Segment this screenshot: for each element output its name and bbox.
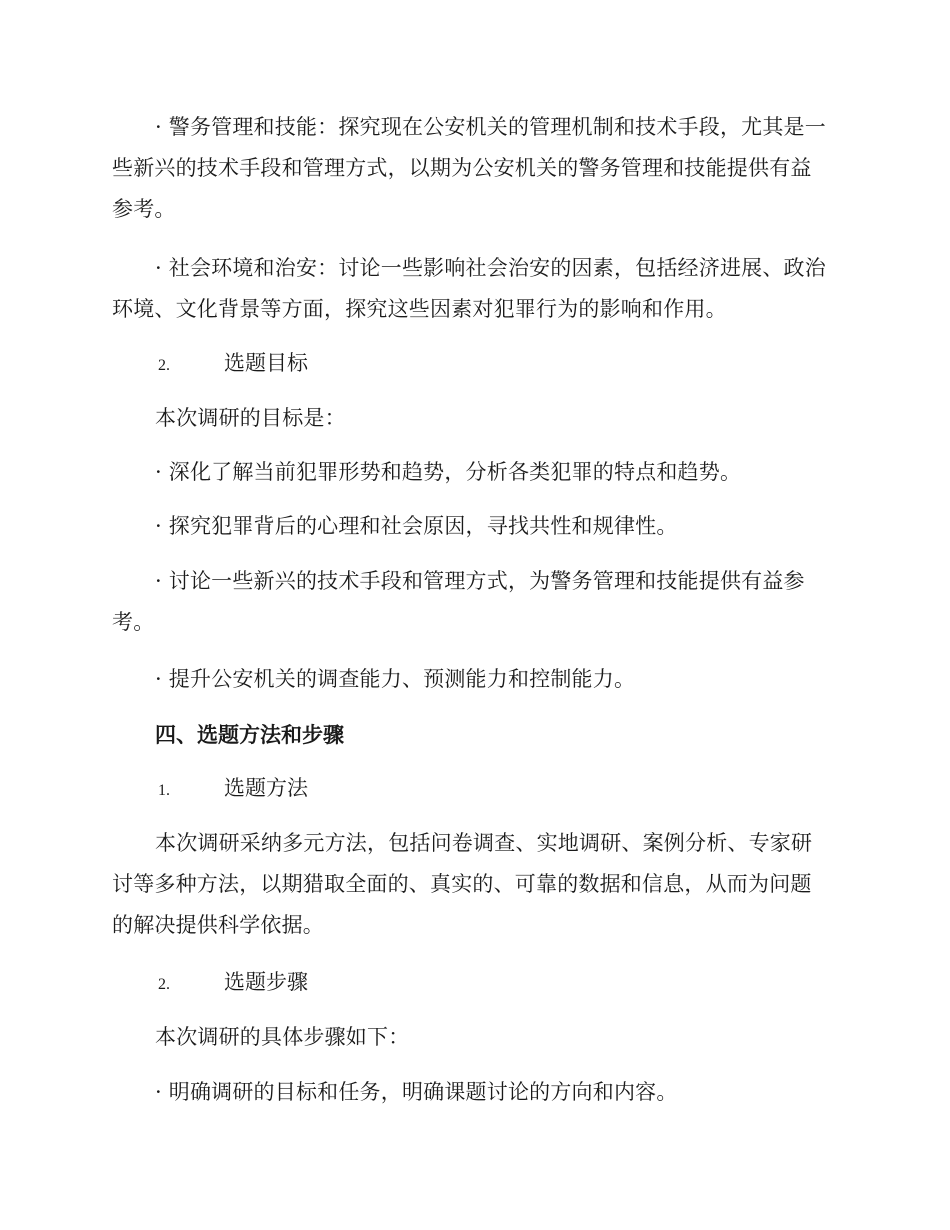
bullet-goal-1: · 深化了解当前犯罪形势和趋势，分析各类犯罪的特点和趋势。 bbox=[155, 460, 742, 484]
paragraph-police-management: · 警务管理和技能：探究现在公安机关的管理机制和技术手段，尤其是一些新兴的技术手段和管理方式，以期为公安机关的警务管理和技能提供有益参考。 bbox=[112, 115, 826, 221]
item-number: 1. bbox=[158, 782, 170, 799]
item-number: 2. bbox=[158, 357, 170, 374]
numbered-item-topic-goal bbox=[158, 343, 308, 386]
item-title: 选题步骤 bbox=[224, 970, 308, 994]
paragraph-method-description: 本次调研采纳多元方法，包括问卷调查、实地调研、案例分析、专家研讨等多种方法，以期猎取全面的、真实的、可靠的数据和信息，从而为问题的解决提供科学依据。 bbox=[112, 831, 813, 937]
item-title: 选题目标 bbox=[224, 351, 308, 375]
paragraph-goal-intro: 本次调研的目标是： bbox=[155, 406, 346, 430]
numbered-item-topic-steps bbox=[158, 962, 308, 1005]
item-number: 2. bbox=[158, 976, 170, 993]
paragraph-steps-intro: 本次调研的具体步骤如下： bbox=[155, 1025, 410, 1049]
section-heading: 四、选题方法和步骤 bbox=[155, 722, 344, 747]
item-title: 选题方法 bbox=[224, 776, 308, 800]
paragraph-social-environment: · 社会环境和治安：讨论一些影响社会治安的因素，包括经济进展、政治环境、文化背景等方面，探究这些因素对犯罪行为的影响和作用。 bbox=[112, 256, 826, 321]
bullet-step-1: · 明确调研的目标和任务，明确课题讨论的方向和内容。 bbox=[155, 1080, 678, 1104]
numbered-item-topic-method bbox=[158, 768, 308, 811]
bullet-goal-2: · 探究犯罪背后的心理和社会原因，寻找共性和规律性。 bbox=[155, 514, 678, 538]
bullet-goal-3: · 讨论一些新兴的技术手段和管理方式，为警务管理和技能提供有益参考。 bbox=[112, 569, 805, 634]
bullet-goal-4: · 提升公安机关的调查能力、预测能力和控制能力。 bbox=[155, 667, 636, 691]
